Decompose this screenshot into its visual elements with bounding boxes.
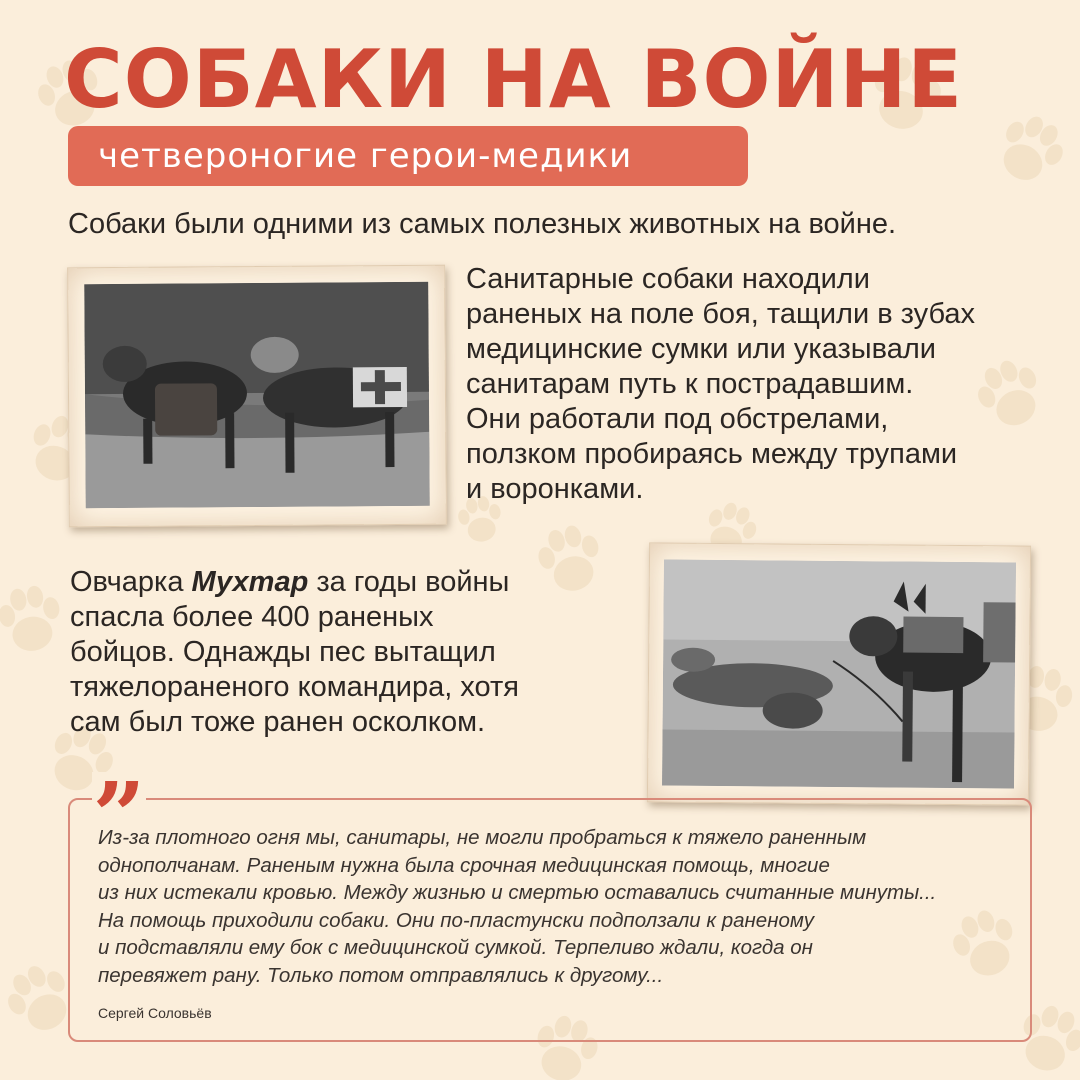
mukhtar-text-line: сам был тоже ранен осколком. xyxy=(70,706,486,738)
photo-medic-dogs xyxy=(67,265,447,528)
shepherd-rescue-photo xyxy=(662,559,1016,788)
mukhtar-text-line: бойцов. Однажды пес вытащил xyxy=(70,636,496,668)
page-title: СОБАКИ НА ВОЙНЕ xyxy=(64,33,964,126)
quote-line: перевяжет рану. Только потом отправлялись к другому... xyxy=(98,963,664,987)
mukhtar-text-after: за годы войны xyxy=(316,566,510,598)
mukhtar-name: Мухтар xyxy=(191,566,309,598)
mukhtar-text xyxy=(70,565,630,740)
medic-dogs-text xyxy=(466,262,1046,507)
medic-text-line: раненых на поле боя, тащили в зубах xyxy=(466,298,976,330)
quote-line: Из-за плотного огня мы, санитары, не могли пробраться к тяжело раненным xyxy=(98,826,867,849)
subtitle-banner xyxy=(68,126,748,186)
medic-text-line: Они работали под обстрелами, xyxy=(466,403,889,435)
quote-mark-icon: ” xyxy=(92,762,146,870)
medic-text-line: санитарам путь к пострадавшим. xyxy=(466,368,914,400)
quote-line: На помощь приходили собаки. Они по-пластунски подползали к раненому xyxy=(98,908,814,932)
photo-shepherd-rescue xyxy=(647,542,1031,805)
mukhtar-text-line: тяжелораненого командира, хотя xyxy=(70,671,519,703)
quote-line: и подставляли ему бок с медицинской сумкой. Терпеливо ждали, когда он xyxy=(98,936,813,960)
quote-line: из них истекали кровью. Между жизнью и смертью оставались считанные минуты... xyxy=(98,881,937,905)
intro-text: Собаки были одними из самых полезных животных на войне. xyxy=(68,208,897,240)
mukhtar-text-line: спасла более 400 раненых xyxy=(70,601,434,633)
medic-dogs-photo xyxy=(84,282,430,508)
medic-text-line: ползком пробираясь между трупами xyxy=(466,438,958,470)
quote-line: однополчанам. Раненым нужна была срочная медицинская помощь, многие xyxy=(98,853,830,877)
medic-text-line: Санитарные собаки находили xyxy=(466,263,870,295)
mukhtar-text-before: Овчарка xyxy=(70,566,184,598)
quote-text xyxy=(98,824,1018,990)
medic-text-line: медицинские сумки или указывали xyxy=(466,333,936,365)
subtitle-text: четвероногие герои-медики xyxy=(98,136,633,176)
quote-author: Сергей Соловьёв xyxy=(98,1005,212,1021)
medic-text-line: и воронками. xyxy=(466,473,644,505)
